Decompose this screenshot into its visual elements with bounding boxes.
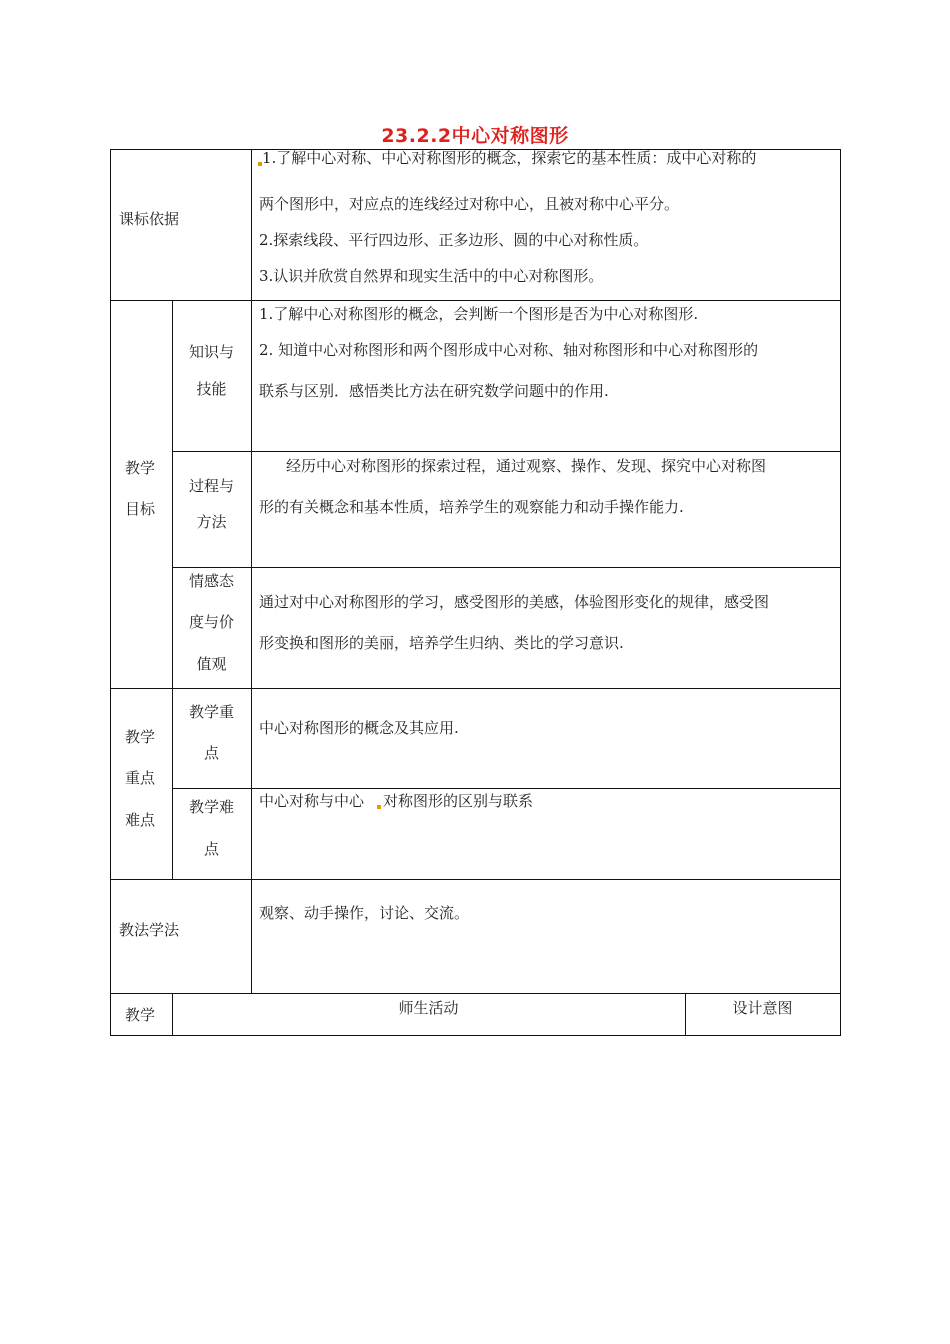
knowledge-line-2: 2. 知道中心对称图形和两个图形成中心对称、轴对称图形和中心对称图形的 (259, 341, 759, 359)
annotation-marker (377, 805, 381, 809)
emotion-line-1: 通过对中心对称图形的学习，感受图形的美感，体验图形变化的规律，感受图 (259, 593, 770, 611)
process-label-2: 方法 (196, 513, 227, 531)
keypoints-label-3: 难点 (125, 811, 156, 829)
knowledge-line-3: 联系与区别．感悟类比方法在研究数学问题中的作用. (259, 382, 609, 400)
process-label-1: 过程与 (188, 477, 234, 495)
keypoints-label-2: 重点 (125, 769, 156, 787)
keypoints-label-1: 教学 (125, 728, 156, 746)
focus-text: 中心对称图形的概念及其应用. (259, 719, 459, 737)
emotion-label-1: 情感态 (188, 572, 234, 590)
emotion-label-2: 度与价 (188, 613, 234, 631)
emotion-line-2: 形变换和图形的美丽，培养学生归纳、类比的学习意识. (259, 634, 624, 652)
basis-line-1: 1.了解中心对称、中心对称图形的概念，探索它的基本性质：成中心对称的 (262, 149, 757, 167)
row-divider (110, 688, 841, 689)
basis-line-4: 3.认识并欣赏自然界和现实生活中的中心对称图形。 (259, 267, 604, 285)
basis-line-2: 两个图形中，对应点的连线经过对称中心，且被对称中心平分。 (259, 195, 680, 213)
knowledge-label-1: 知识与 (188, 343, 234, 361)
emotion-label-3: 值观 (196, 655, 227, 673)
basis-label: 课标依据 (119, 210, 180, 228)
focus-label-1: 教学重 (188, 703, 234, 721)
row-divider (172, 451, 841, 452)
table-border-right (840, 149, 841, 1036)
table-border-bottom (110, 1035, 841, 1036)
document-title: 23.2.2中心对称图形 (381, 125, 569, 147)
process-line-2: 形的有关概念和基本性质，培养学生的观察能力和动手操作能力. (259, 498, 684, 516)
knowledge-line-1: 1.了解中心对称图形的概念，会判断一个图形是否为中心对称图形. (259, 305, 699, 323)
row-divider (172, 567, 841, 568)
focus-label-2: 点 (203, 744, 219, 762)
knowledge-label-2: 技能 (196, 380, 227, 398)
basis-line-3: 2.探索线段、平行四边形、正多边形、圆的中心对称性质。 (259, 231, 649, 249)
process-row-label: 教学 (125, 1006, 156, 1024)
difficulty-label-1: 教学难 (188, 798, 234, 816)
row-divider (110, 300, 841, 301)
goals-label-1: 教学 (125, 459, 156, 477)
difficulty-text-part-1: 中心对称与中心 (259, 792, 365, 810)
row-divider (110, 993, 841, 994)
process-line-1: 经历中心对称图形的探索过程，通过观察、操作、发现、探究中心对称图 (286, 457, 767, 475)
row-divider (172, 788, 841, 789)
column-divider (251, 149, 252, 994)
methods-text: 观察、动手操作，讨论、交流。 (259, 904, 470, 922)
difficulty-label-2: 点 (203, 840, 219, 858)
intent-header: 设计意图 (732, 999, 793, 1017)
goals-label-2: 目标 (125, 500, 156, 518)
difficulty-text-part-2: 对称图形的区别与联系 (383, 792, 534, 810)
methods-label: 教法学法 (119, 921, 180, 939)
row-divider (110, 879, 841, 880)
table-border-left (110, 149, 111, 1036)
activities-header: 师生活动 (398, 999, 459, 1017)
